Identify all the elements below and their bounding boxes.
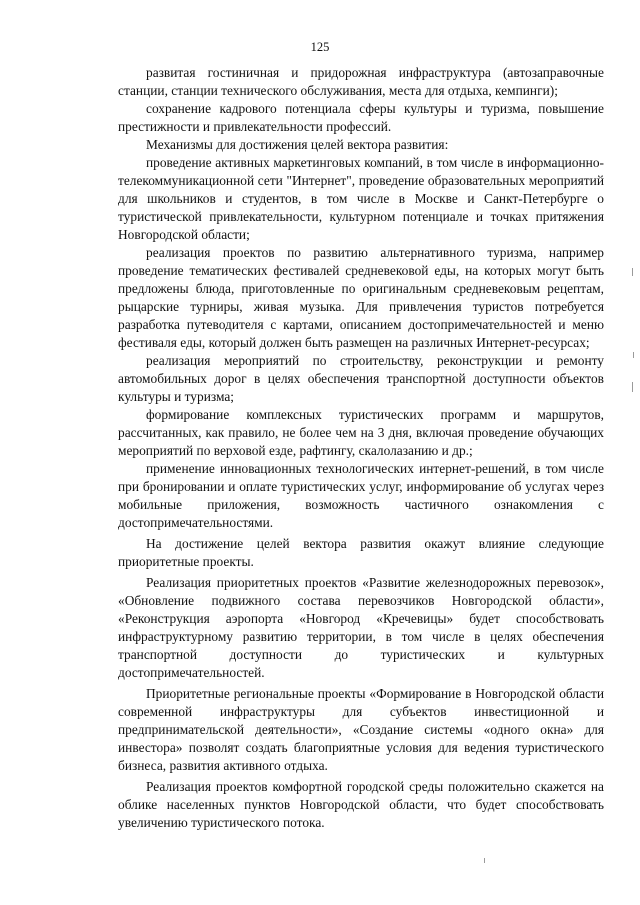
paragraph-urban-environment: Реализация проектов комфортной городской среды положительно скажется на облике населенных пунктов Новгородской области, что будет способствовать увеличению туристического потока. bbox=[118, 779, 604, 830]
paragraph-infrastructure: развитая гостиничная и придорожная инфраструктура (автозаправочные станции, станции технического обслуживания, места для отдыха, кемпинги); bbox=[118, 65, 604, 98]
document-body bbox=[118, 64, 604, 832]
paragraph-alternative-tourism: реализация проектов по развитию альтернативного туризма, например проведение тематических фестивалей средневековой еды, на которых могут быть предложены блюда, приготовленные по оригинальным средневековым рецептам, рыцарские турниры, живая музыка. Для привлечения туристов потребуется разработка путеводителя с картами, описанием достопримечательностей и меню фестиваля еды, который должен быть размещен на различных Интернет-ресурсах; bbox=[118, 245, 604, 350]
paragraph-roads: реализация мероприятий по строительству, реконструкции и ремонту автомобильных дорог в целях обеспечения транспортной доступности объектов культуры и туризма; bbox=[118, 353, 604, 404]
paragraph-mechanisms-heading: Механизмы для достижения целей вектора развития: bbox=[146, 137, 449, 152]
paragraph-marketing: проведение активных маркетинговых компаний, в том числе в информационно-телекоммуникационной сети "Интернет", проведение образовательных мероприятий для школьников и студентов, в том числе в Москве и Санкт-Петербурге о туристической привлекательности, культурном потенциале и точках притяжения Новгородской области; bbox=[118, 155, 604, 242]
paragraph-internet-solutions: применение инновационных технологических интернет-решений, в том числе при бронировании и оплате туристических услуг, информирование об услугах через мобильные приложения, возможность частичного ознакомления с достопримечательностями. bbox=[118, 461, 604, 530]
paragraph-personnel: сохранение кадрового потенциала сферы культуры и туризма, повышение престижности и привлекательности профессий. bbox=[118, 101, 604, 134]
paragraph-priority-projects-intro: На достижение целей вектора развития окажут влияние следующие приоритетные проекты. bbox=[118, 536, 604, 569]
paragraph-tour-programs: формирование комплексных туристических программ и маршрутов, рассчитанных, как правило, не более чем на 3 дня, включая проведение обучающих мероприятий по верховой езде, рафтингу, скалолазанию и др.; bbox=[118, 407, 604, 458]
paragraph-regional-projects: Приоритетные региональные проекты «Формирование в Новгородской области современной инфраструктуры для субъектов инвестиционной и предпринимательской деятельности», «Создание системы «одного окна» для инвестора» позволят создать благоприятные условия для ведения туристического бизнеса, развития активного отдыха. bbox=[118, 686, 604, 773]
paragraph-transport-projects: Реализация приоритетных проектов «Развитие железнодорожных перевозок», «Обновление подвижного состава перевозчиков Новгородской области», «Реконструкция аэропорта «Новгород «Кречевицы» будет способствовать инфраструктурному развитию территории, в том числе в целях обеспечения транспортной доступности до туристических и культурных достопримечательностей. bbox=[118, 575, 604, 680]
page-number: 125 bbox=[310, 40, 330, 54]
